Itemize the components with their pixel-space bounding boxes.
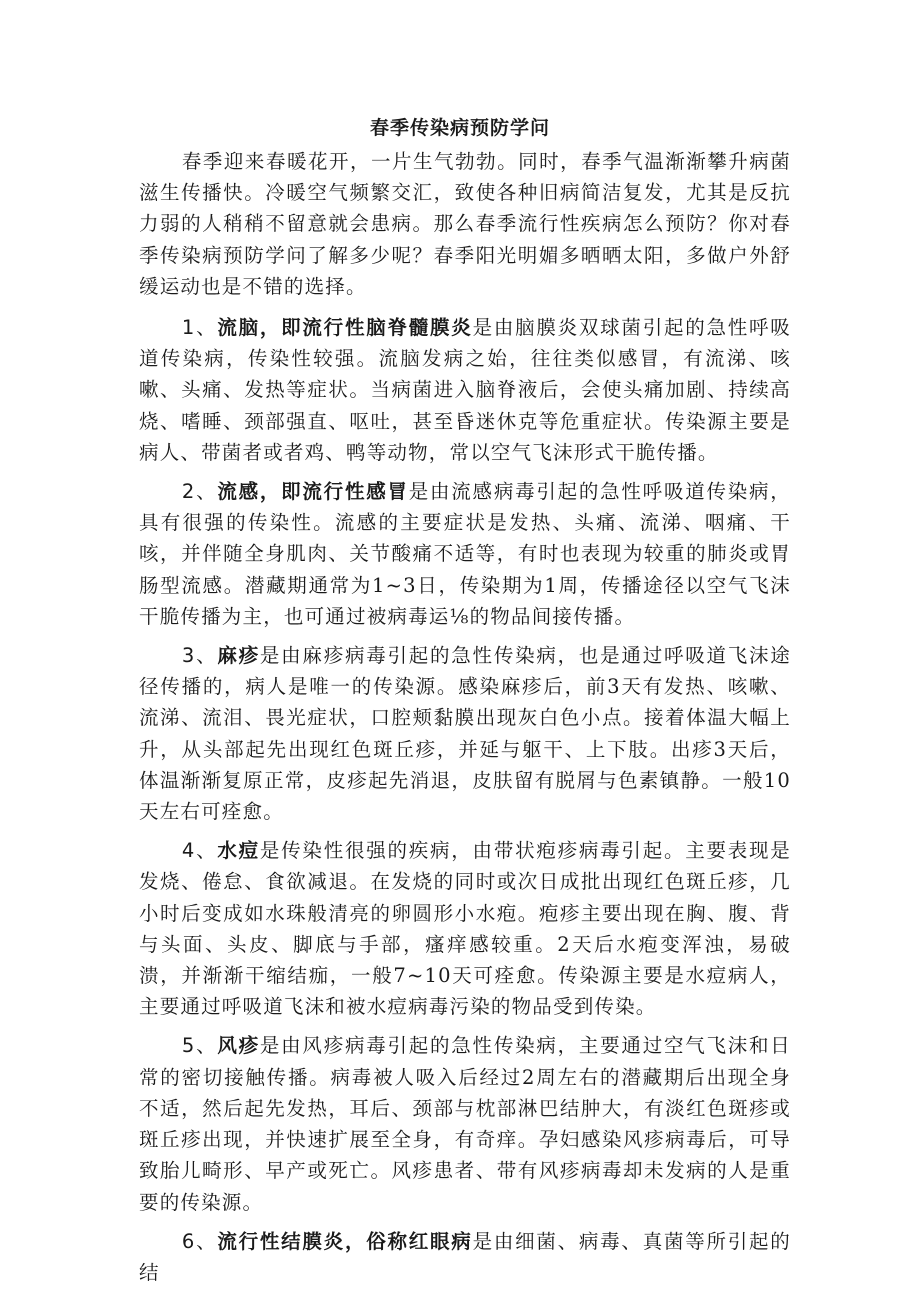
section-paragraph-4 <box>139 835 791 1022</box>
section-text: 是由风疹病毒引起的急性传染病，主要通过空气飞沫和日常的密切接触传播。病毒被人吸入后经过2周左右的潜藏期后出现全身不适，然后起先发热，耳后、颈部与枕部淋巴结肿大，有淡红色斑疹或斑丘疹出现，并快速扩展至全身，有奇痒。孕妇感染风疹病毒后，可导致胎儿畸形、早产或死亡。风疹患者、带有风疹病毒却未发病的人是重要的传染源。 <box>139 1034 791 1214</box>
section-text: 是由细菌、病毒、真菌等所引起的结 <box>139 1229 792 1284</box>
document-body <box>139 146 791 1296</box>
section-text: 是传染性很强的疾病，由带状疱疹病毒引起。主要表现是发烧、倦怠、食欲减退。在发烧的同时或次日成批出现红色斑丘疹，几小时后变成如水珠般清亮的卵圆形小水疱。疱疹主要出现在胸、腹、背与头面、头皮、脚底与手部，瘙痒感较重。2天后水疱变浑浊，易破溃，并渐渐干缩结痂，一般7~10天可痊愈。传染源主要是水痘病人，主要通过呼吸道飞沫和被水痘病毒污染的物品受到传染。 <box>139 839 791 1019</box>
section-term: 流感，即流行性感冒 <box>217 480 409 504</box>
intro-paragraph: 春季迎来春暖花开，一片生气勃勃。同时，春季气温渐渐攀升病菌滋生传播快。冷暖空气频繁交汇，致使各种旧病简洁复发，尤其是反抗力弱的人稍稍不留意就会患病。那么春季流行性疾病怎么预防？你对春季传染病预防学问了解多少呢？春季阳光明媚多晒晒太阳，多做户外舒缓运动也是不错的选择。 <box>139 150 791 298</box>
section-text: 是由脑膜炎双球菌引起的急性呼吸道传染病，传染性较强。流脑发病之始，往往类似感冒，有流涕、咳嗽、头痛、发热等症状。当病菌进入脑脊液后，会使头痛加剧、持续高烧、嗜睡、颈部强直、呕吐，甚至昏迷休克等危重症状。传染源主要是病人、带菌者或者鸡、鸭等动物，常以空气飞沫形式干脆传播。 <box>139 316 792 464</box>
section-text: 是由麻疹病毒引起的急性传染病，也是通过呼吸道飞沫途径传播的，病人是唯一的传染源。感染麻疹后，前3天有发热、咳嗽、流涕、流泪、畏光症状，口腔颊黏膜出现灰白色小点。接着体温大幅上升，从头部起先出现红色斑丘疹，并延与躯干、上下肢。出疹3天后，体温渐渐复原正常，皮疹起先消退，皮肤留有脱屑与色素镇静。一般10天左右可痊愈。 <box>139 644 791 824</box>
section-term: 水痘 <box>217 839 260 863</box>
section-paragraph-2 <box>139 476 791 632</box>
section-number: 3、 <box>181 644 218 668</box>
section-term: 风疹 <box>217 1034 260 1058</box>
section-paragraph-5 <box>139 1030 791 1217</box>
section-number: 2、 <box>181 480 218 504</box>
section-number: 6、 <box>181 1229 218 1253</box>
section-number: 1、 <box>181 316 218 340</box>
section-number: 4、 <box>181 839 218 863</box>
section-term: 麻疹 <box>217 644 260 668</box>
section-paragraph-6 <box>139 1226 791 1288</box>
section-term: 流行性结膜炎，俗称红眼病 <box>217 1229 473 1253</box>
page-title: 春季传染病预防学问 <box>369 117 550 139</box>
section-text: 是由流感病毒引起的急性呼吸道传染病，具有很强的传染性。流感的主要症状是发热、头痛、流涕、咽痛、干咳，并伴随全身肌肉、关节酸痛不适等，有时也表现为较重的肺炎或胃肠型流感。潜藏期通常为1~3日，传染期为1周，传播途径以空气飞沫干脆传播为主，也可通过被病毒运⅛的物品间接传播。 <box>139 480 791 628</box>
section-number: 5、 <box>181 1034 218 1058</box>
section-paragraph-3 <box>139 640 791 827</box>
section-term: 流脑，即流行性脑脊髓膜炎 <box>217 316 473 340</box>
section-paragraph-1 <box>139 312 791 468</box>
